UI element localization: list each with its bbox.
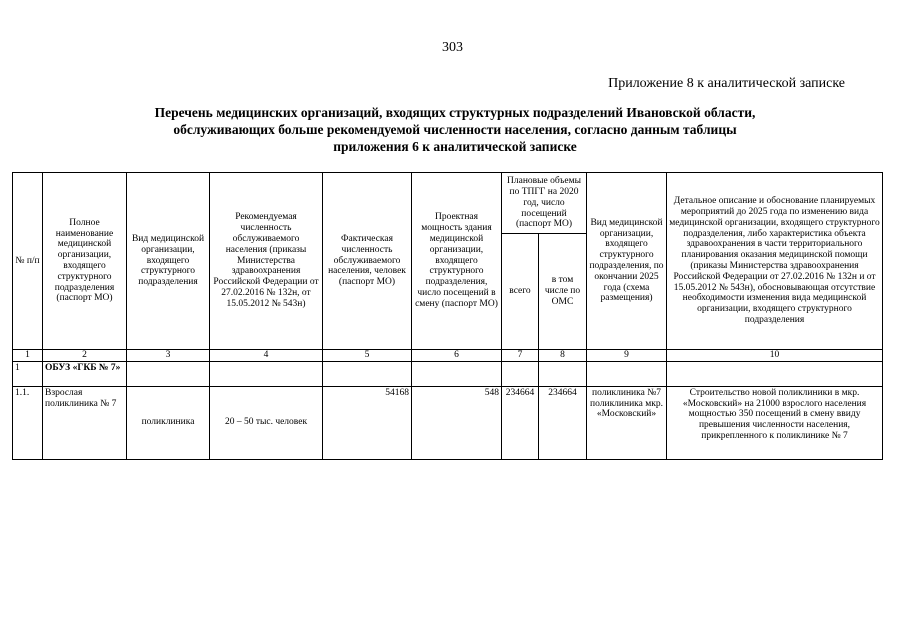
column-number: 7 [502,350,539,362]
header-col4: Рекомендуемая численность обслуживаемого населения (приказы Министерства здравоохранения Российской Федерации от 27.02.2016 № 132н, от 15.05.2012 № 543н) [210,173,323,350]
row-number: 1.1. [13,386,43,459]
header-col10: Детальное описание и обоснование планируемых мероприятий до 2025 года по изменению вида медицинской организации, входящего структурного подразделения, либо характеристика объекта здравоохранения в части территориального планирования оказания медицинской помощи (приказы Министерства здравоохранения Российской Федерации от 27.02.2016 № 132н и от 15.05.2012 № 543н), обосновывающая отсутствие необходимости изменения вида медицинской организации, входящего структурного подразделения [667,173,883,350]
planned-total: 234664 [502,386,539,459]
organizations-table [12,172,883,460]
actual-population: 54168 [323,386,412,459]
empty-cell [127,361,210,386]
subdivision-name: Взрослая поликлиника № 7 [43,386,127,459]
header-col3: Вид медицинской организации, входящего структурного подразделения [127,173,210,350]
header-col5: Фактическая численность обслуживаемого населения, человек (паспорт МО) [323,173,412,350]
empty-cell [667,361,883,386]
planned-oms: 234664 [539,386,587,459]
header-col78-group: Плановые объемы по ТПГГ на 2020 год, число посещений (паспорт МО) [502,173,587,234]
column-number: 10 [667,350,883,362]
header-col1: № п/п [13,173,43,350]
appendix-label: Приложение 8 к аналитической записке [608,76,845,91]
design-capacity: 548 [412,386,502,459]
recommended-population: 20 – 50 тыс. человек [210,386,323,459]
column-number: 2 [43,350,127,362]
header-col2: Полное наименование медицинской организации, входящего структурного подразделения (паспорт МО) [43,173,127,350]
column-number: 5 [323,350,412,362]
page-number: 303 [442,40,463,55]
header-row [13,173,883,234]
empty-cell [539,361,587,386]
column-number: 4 [210,350,323,362]
description: Строительство новой поликлиники в мкр. «Московский» на 21000 взрослого населения мощностью 350 посещений в смену ввиду превышения численности населения, прикрепленного к поликлинике № 7 [667,386,883,459]
table-row [13,361,883,386]
column-number: 6 [412,350,502,362]
header-col8: в том числе по ОМС [539,234,587,350]
organization-type: поликлиника [127,386,210,459]
column-number: 8 [539,350,587,362]
title-line: Перечень медицинских организаций, входящих структурных подразделений Ивановской области, [154,105,756,120]
empty-cell [323,361,412,386]
empty-cell [210,361,323,386]
header-col7: всего [502,234,539,350]
organization-type-2025: поликлиника №7 поликлиника мкр. «Московский» [587,386,667,459]
organization-name: ОБУЗ «ГКБ № 7» [43,361,127,386]
column-number: 9 [587,350,667,362]
document-title [110,104,800,155]
title-line: приложения 6 к аналитической записке [333,139,577,154]
column-numbers-row [13,350,883,362]
empty-cell [587,361,667,386]
header-col9: Вид медицинской организации, входящего структурного подразделения, по окончании 2025 года (схема размещения) [587,173,667,350]
header-col6: Проектная мощность здания медицинской организации, входящего структурного подразделения, число посещений в смену (паспорт МО) [412,173,502,350]
empty-cell [412,361,502,386]
row-number: 1 [13,361,43,386]
column-number: 1 [13,350,43,362]
table-row [13,386,883,459]
column-number: 3 [127,350,210,362]
title-line: обслуживающих больше рекомендуемой численности населения, согласно данным таблицы [173,122,737,137]
empty-cell [502,361,539,386]
